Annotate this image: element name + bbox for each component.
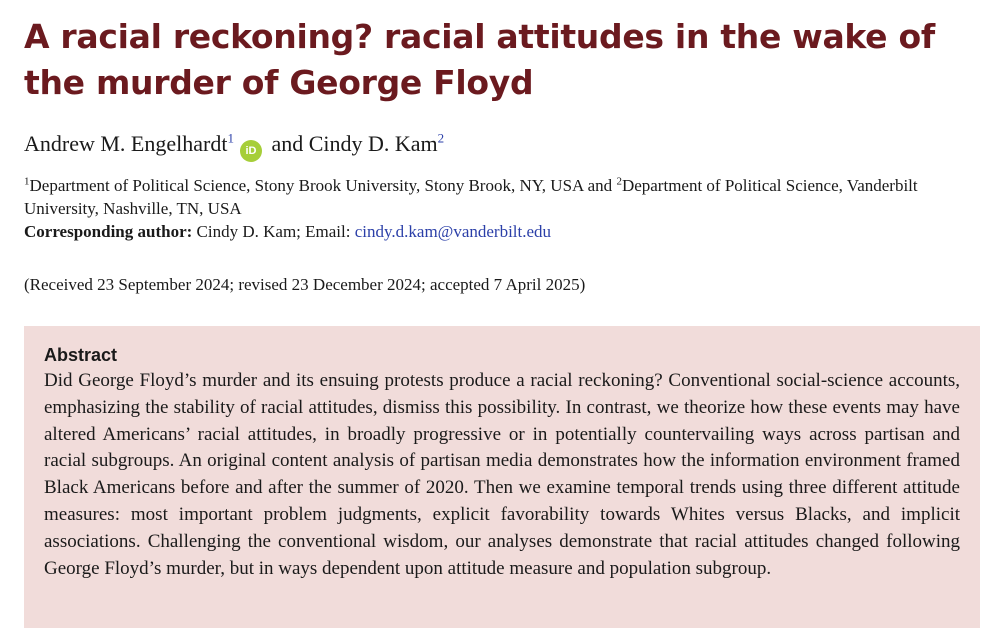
email-link[interactable]: cindy.d.kam@vanderbilt.edu xyxy=(354,222,552,241)
affiliation-number: 2 xyxy=(616,175,622,188)
author-line xyxy=(24,130,444,162)
corresponding-name: Cindy D. Kam; Email: xyxy=(192,222,355,241)
abstract-heading: Abstract xyxy=(44,345,118,365)
affiliation-2: Department of Political Science, Vanderbilt University, Nashville, TN, USA xyxy=(24,176,918,218)
article-title: A racial reckoning? racial attitudes in the wake of the murder of George Floyd xyxy=(24,17,935,102)
author-name[interactable]: Cindy D. Kam xyxy=(308,131,438,156)
affiliation-text xyxy=(24,174,974,220)
abstract-text: Did George Floyd’s murder and its ensuing protests produce a racial reckoning? Conventional social-science accounts, emphasizing the stability of racial attitudes, dismiss this possibility. In contrast, we theorize how these events may have altered Americans’ racial attitudes, in broadly progressive or in potentially countervailing ways across partisan and racial subgroups. An original content analysis of partisan media demonstrates how the information environment framed Black Americans before and after the summer of 2020. Then we examine temporal trends using three different attitude measures: most important problem judgments, explicit favorability towards Whites versus Blacks, and implicit associations. Challenging the conventional wisdom, our analyses demonstrate that racial attitudes changed following George Floyd’s murder, but in ways dependent upon attitude measure and population subgroup. xyxy=(44,370,960,579)
affiliation-marker[interactable]: 2 xyxy=(437,130,445,146)
affiliations xyxy=(24,174,974,243)
received-dates: (Received 23 September 2024; revised 23 December 2024; accepted 7 April 2025) xyxy=(24,275,586,294)
affiliation-number: 1 xyxy=(24,175,30,188)
author-name[interactable]: Andrew M. Engelhardt xyxy=(24,131,228,156)
affiliation-1: Department of Political Science, Stony Brook University, Stony Brook, NY, USA and xyxy=(29,176,617,195)
corresponding-label: Corresponding author: xyxy=(24,222,193,241)
affiliation-marker[interactable]: 1 xyxy=(227,130,234,146)
author-connector: and xyxy=(265,131,309,156)
abstract-box xyxy=(24,326,980,628)
corresponding-author xyxy=(24,220,974,243)
orcid-icon[interactable]: iD xyxy=(240,140,262,162)
